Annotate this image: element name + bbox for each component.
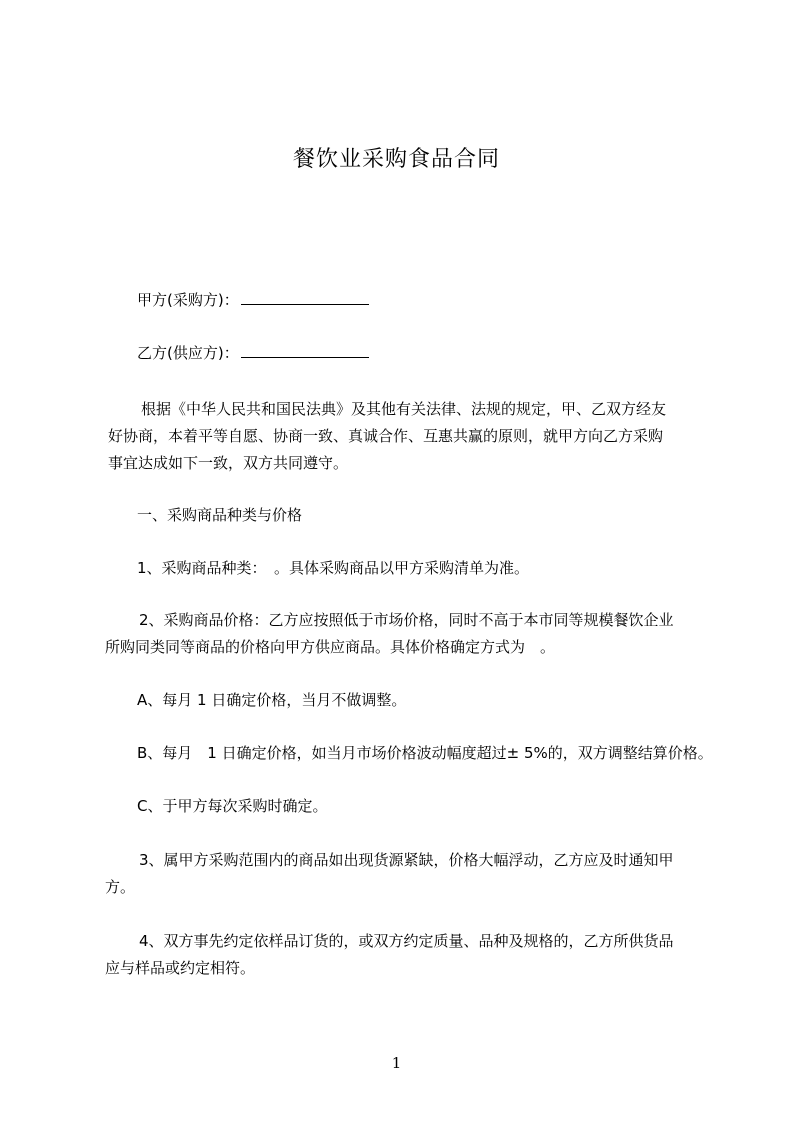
preamble-line-2: 好协商，本着平等自愿、协商一致、真诚合作、互惠共赢的原则，就甲方向乙方采购: [108, 427, 664, 445]
option-c: C、于甲方每次采购时确定。: [137, 797, 328, 815]
party-a-label: 甲方(采购方)：: [137, 291, 239, 309]
item-3-line-1: 3、属甲方采购范围内的商品如出现货源紧缺，价格大幅浮动，乙方应及时通知甲: [139, 851, 674, 869]
item-4-line-2: 应与样品或约定相符。: [105, 959, 256, 977]
item-3-line-2: 方。: [105, 878, 136, 896]
item-4-line-1: 4、双方事先约定依样品订货的，或双方约定质量、品种及规格的，乙方所供货品: [139, 932, 674, 950]
party-a-line: [137, 287, 369, 314]
option-b: B、每月 1 日确定价格，如当月市场价格波动幅度超过± 5%的，双方调整结算价格。: [137, 744, 713, 762]
option-a: A、每月 1 日确定价格，当月不做调整。: [137, 691, 407, 709]
item-2-line-2: 所购同类同等商品的价格向甲方供应商品。具体价格确定方式为 。: [105, 638, 556, 656]
item-2-line-1: 2、采购商品价格：乙方应按照低于市场价格，同时不高于本市同等规模餐饮企业: [139, 611, 674, 629]
preamble-line-1: 根据《中华人民共和国民法典》及其他有关法律、法规的规定，甲、乙双方经友: [141, 400, 667, 418]
party-b-label: 乙方(供应方)：: [137, 344, 239, 362]
document-title: 餐饮业采购食品合同: [292, 147, 500, 172]
party-b-line: [137, 340, 369, 367]
party-b-blank: [241, 342, 369, 358]
page-number: 1: [391, 1054, 402, 1072]
preamble-line-3: 事宜达成如下一致，双方共同遵守。: [108, 454, 349, 472]
section-1-heading: 一、采购商品种类与价格: [137, 506, 303, 524]
item-1: 1、采购商品种类： 。具体采购商品以甲方采购清单为准。: [137, 559, 530, 577]
party-a-blank: [241, 289, 369, 305]
